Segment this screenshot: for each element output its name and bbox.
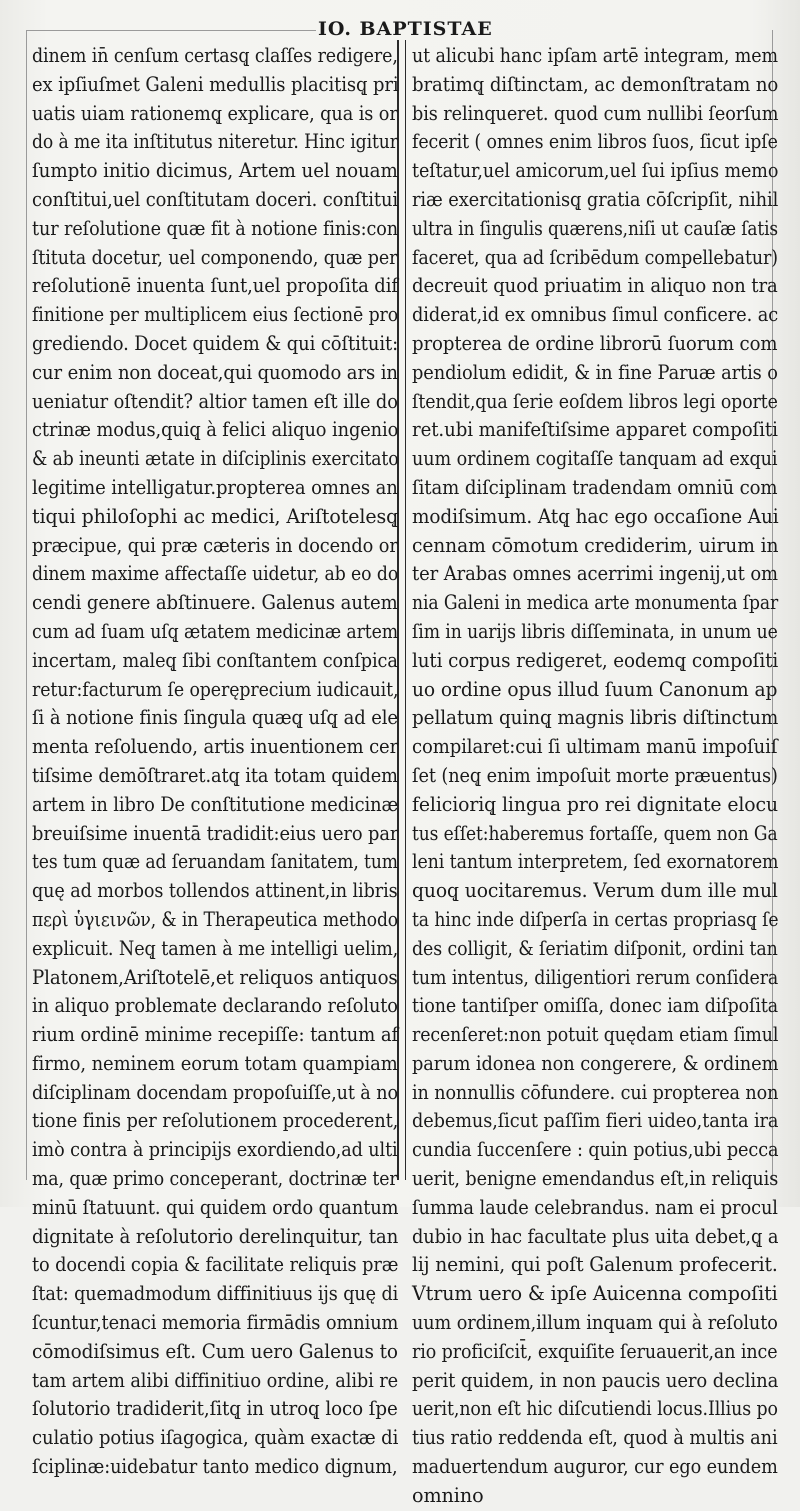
- text-line: cendi genere abſtinuere. Galenus autem: [32, 591, 398, 615]
- text-line: menta reſoluendo, artis inuentionem cer: [32, 735, 399, 759]
- text-line: præcipue, qui præ cæteris in docendo or: [32, 533, 398, 557]
- text-line: tes tum quæ ad ſeruandam ſanitatem, tum: [32, 850, 398, 874]
- text-line: conſtitui,uel conſtitutam doceri. conſtitui: [32, 187, 398, 211]
- text-line: parum idonea non congerere, & ordinem: [412, 1051, 779, 1075]
- text-line: cur enim non doceat,qui quomodo ars in: [32, 360, 398, 384]
- text-line: teſtatur,uel amicorum,uel ſui ipſius memo: [412, 159, 779, 183]
- text-line: tione finis per reſolutionem procederent,: [32, 1109, 399, 1133]
- text-line: faceret, qua ad ſcribēdum compellebatur): [412, 245, 778, 269]
- text-line: dubio in hac facultate plus uita debet,q̨ a: [412, 1224, 779, 1248]
- text-line: Vtrum uero & ipſe Auicenna compoſiti: [412, 1282, 778, 1306]
- text-line: compilaret:cui ſi ultimam manū impoſuiſ: [412, 735, 778, 759]
- text-line: incertam, maleq̨ ſibi conſtantem conſpica: [32, 648, 398, 672]
- text-line: minū ſtatuunt. qui quidem ordo quantum: [32, 1195, 399, 1219]
- text-line: uerit, benigne emendandus eſt,in reliquis: [412, 1167, 779, 1191]
- text-line: ret.ubi manifeſtiſsime apparet compoſiti: [412, 418, 778, 442]
- text-line: ſtendit,qua ſerie eoſdem libros legi oporte: [412, 389, 778, 413]
- text-line: explicuit. Neq̨ tamen à me intelligi uelim,: [32, 936, 399, 960]
- text-line: in nonnullis cōfundere. cui propterea non: [412, 1080, 779, 1104]
- text-line: felicioriq̨ lingua pro rei dignitate elocu: [412, 792, 779, 816]
- text-line: ex ipſiuſmet Galeni medullis placitisq̨ pri: [32, 72, 399, 96]
- text-line: grediendo. Docet quidem & qui cōſtituit:: [32, 331, 399, 355]
- left-margin-rule: [26, 30, 27, 1180]
- text-line: propterea de ordine librorū ſuorum com: [412, 331, 778, 355]
- text-line: cum ad ſuam uſq̨ ætatem medicinæ artem: [32, 619, 399, 643]
- text-line: tur reſolutione quæ fit à notione finis:con: [32, 216, 398, 240]
- text-line: ſolutorio tradiderit,ſitq̨ in utroq̨ loco ſpe: [32, 1397, 398, 1421]
- text-line: culatio potius iſagogica, quàm exactæ di: [32, 1426, 399, 1450]
- text-line: uatis uiam rationemq̨ explicare, qua is or: [32, 101, 398, 125]
- text-line: firmo, neminem eorum totam quampiam: [32, 1051, 398, 1075]
- text-line: ſi à notione finis ſingula quæq̨ uſq̨ ad ele: [32, 706, 398, 730]
- text-line: leni tantum interpretem, ſed exornatorem: [412, 850, 779, 874]
- text-line: reſolutionē inuenta ſunt,uel propoſita dif: [32, 274, 398, 298]
- text-line: decreuit quod priuatim in aliquo non tra: [412, 274, 778, 298]
- text-line: in aliquo problemate declarando reſoluto: [32, 994, 398, 1018]
- text-line: uo ordine opus illud ſuum Canonum ap: [412, 677, 778, 701]
- text-line: luti corpus redigeret, eodemq̨ compoſiti: [412, 648, 779, 672]
- text-line: pendiolum edidit, & in fine Paruæ artis o: [412, 360, 778, 384]
- text-line: riæ exercitationisq̨ gratia cōſcripſit, nihil: [412, 187, 779, 211]
- text-line: ſumpto initio dicimus, Artem uel nouam: [32, 159, 398, 183]
- text-line: uum ordinem,illum inquam qui à reſoluto: [412, 1311, 778, 1335]
- text-line: tiqui philoſophi ac medici, Ariſtotelesq̨: [32, 504, 399, 528]
- text-line: dignitate à reſolutorio derelinquitur, tan: [32, 1224, 399, 1248]
- text-line: & ab ineunti ætate in diſciplinis exercitato: [32, 447, 399, 471]
- text-line: maduertendum auguror, cur ego eundem: [412, 1455, 778, 1479]
- text-line: fecerit ( omnes enim libros ſuos, ſicut ipſe: [412, 130, 778, 154]
- text-line: diderat,id ex omnibus ſimul conficere. ac: [412, 303, 779, 327]
- text-line: cennam cōmotum crediderim, uirum in: [412, 533, 779, 557]
- text-line: ſim in uarijs libris diſſeminata, in unum ue: [412, 619, 778, 643]
- text-line: ueniatur oſtendit? altior tamen eſt ille do: [32, 389, 398, 413]
- text-line: ultra in ſingulis quærens,niſi ut cauſæ ſatis: [412, 216, 779, 240]
- text-line: dinem maxime affectaſſe uidetur, ab eo do: [32, 562, 399, 586]
- left-text-column: [32, 42, 398, 1482]
- text-line: legitime intelligatur.propterea omnes an: [32, 475, 398, 499]
- text-line: finitione per multiplicem eius ſectionē pro: [32, 303, 399, 327]
- text-line: imò contra à principijs exordiendo,ad ulti: [32, 1138, 398, 1162]
- top-rule: [26, 30, 316, 31]
- text-line: περὶ ὑγιεινῶν, & in Therapeutica methodo: [32, 907, 399, 931]
- text-line: artem in libro De conſtitutione medicinæ: [32, 792, 399, 816]
- text-line: ſet (neq̨ enim impoſuit morte præuentus): [412, 763, 778, 787]
- text-line: ma, quæ primo conceperant, doctrinæ ter: [32, 1167, 398, 1191]
- text-line: tus eſſet:haberemus fortaſſe, quem non Ga: [412, 821, 778, 845]
- text-line: diſciplinam docendam propoſuiſſe,ut à no: [32, 1080, 398, 1104]
- text-line: do à me ita inſtitutus niteretur. Hinc igitur: [32, 130, 398, 154]
- text-line: cōmodiſsimus eſt. Cum uero Galenus to: [32, 1339, 398, 1363]
- text-line: pellatum quinq̨ magnis libris diſtinctum: [412, 706, 779, 730]
- text-line: tam artem alibi diffinitiuo ordine, alibi re: [32, 1368, 399, 1392]
- text-line: dinem in̄ cenſum certasq̨ claſſes redigere,: [32, 44, 398, 67]
- text-line: ut alicubi hanc ipſam artē integram, mem: [412, 44, 778, 67]
- text-line: breuiſsime inuentā tradidit:eius uero par: [32, 821, 399, 845]
- text-line: Platonem,Ariſtotelē,et reliquos antiquos: [32, 965, 398, 989]
- text-line: tum intentus, diligentiori rerum conſidera: [412, 965, 779, 989]
- text-line: ſtat: quemadmodum diffinitiuus ijs quę di: [32, 1282, 399, 1306]
- text-line: tius ratio reddenda eſt, quod à multis ani: [412, 1426, 778, 1450]
- text-line: perit quidem, in non paucis uero declina: [412, 1368, 779, 1392]
- text-line: retur:facturum ſe operęprecium iudicauit,: [32, 677, 399, 701]
- text-line: ſitam diſciplinam tradendam omniū com: [412, 475, 778, 499]
- right-text-column: [412, 42, 778, 1511]
- text-line: rio proficiſcit̄, exquiſite ſeruauerit,an ince: [412, 1339, 778, 1363]
- text-line: ſcuntur,tenaci memoria firmādis omnium: [32, 1311, 399, 1335]
- text-line: ſciplinæ:uidebatur tanto medico dignum,: [32, 1455, 398, 1479]
- column-divider-thin: [405, 40, 406, 1180]
- text-line: bratimq̨ diſtinctam, ac demonſtratam no: [412, 72, 779, 96]
- text-line: uum ordinem cogitaſſe tanquam ad exqui: [412, 447, 778, 471]
- text-line: ctrinæ modus,quiq̨ à felici aliquo ingenio: [32, 418, 399, 442]
- text-line: quoq̨ uocitaremus. Verum dum ille mul: [412, 879, 778, 903]
- text-line: cundia ſuccenſere : quin potius,ubi pecca: [412, 1138, 779, 1162]
- text-line: ſtituta docetur, uel componendo, quæ per: [32, 245, 398, 269]
- text-line: quę ad morbos tollendos attinent,in libris: [32, 879, 398, 903]
- running-header: IO. BAPTISTAE: [318, 18, 493, 40]
- text-line: tiſsime demōſtraret.atq̨ ita totam quidem: [32, 763, 398, 787]
- text-line: ter Arabas omnes acerrimi ingenij,ut om: [412, 562, 779, 586]
- text-line: recenſeret:non potuit quędam etiam ſimul: [412, 1023, 779, 1047]
- text-line: bis relinqueret. quod cum nullibi ſeorſum: [412, 101, 779, 125]
- text-line: lij nemini, qui poſt Galenum profecerit.: [412, 1253, 778, 1277]
- text-line: to docendi copia & facilitate reliquis præ: [32, 1253, 399, 1277]
- text-line: omnino: [412, 1483, 484, 1507]
- text-line: tione tantiſper omiſſa, donec iam diſpoſita: [412, 994, 779, 1018]
- text-line: debemus,ſicut paſſim fieri uideo,tanta ira: [412, 1109, 779, 1133]
- text-line: ta hinc inde diſperſa in certas propriasq̨ ſe: [412, 907, 779, 931]
- text-line: uerit,non eſt hic diſcutiendi locus.Illius po: [412, 1397, 778, 1421]
- text-line: rium ordinē minime recepiſſe: tantum af: [32, 1023, 399, 1047]
- text-line: nia Galeni in medica arte monumenta ſpar: [412, 591, 779, 615]
- text-line: des colligit, & ſeriatim diſponit, ordini tan: [412, 936, 778, 960]
- text-line: modiſsimum. Atq̨ hac ego occaſione Aui: [412, 504, 779, 528]
- text-line: ſumma laude celebrandus. nam ei procul: [412, 1195, 778, 1219]
